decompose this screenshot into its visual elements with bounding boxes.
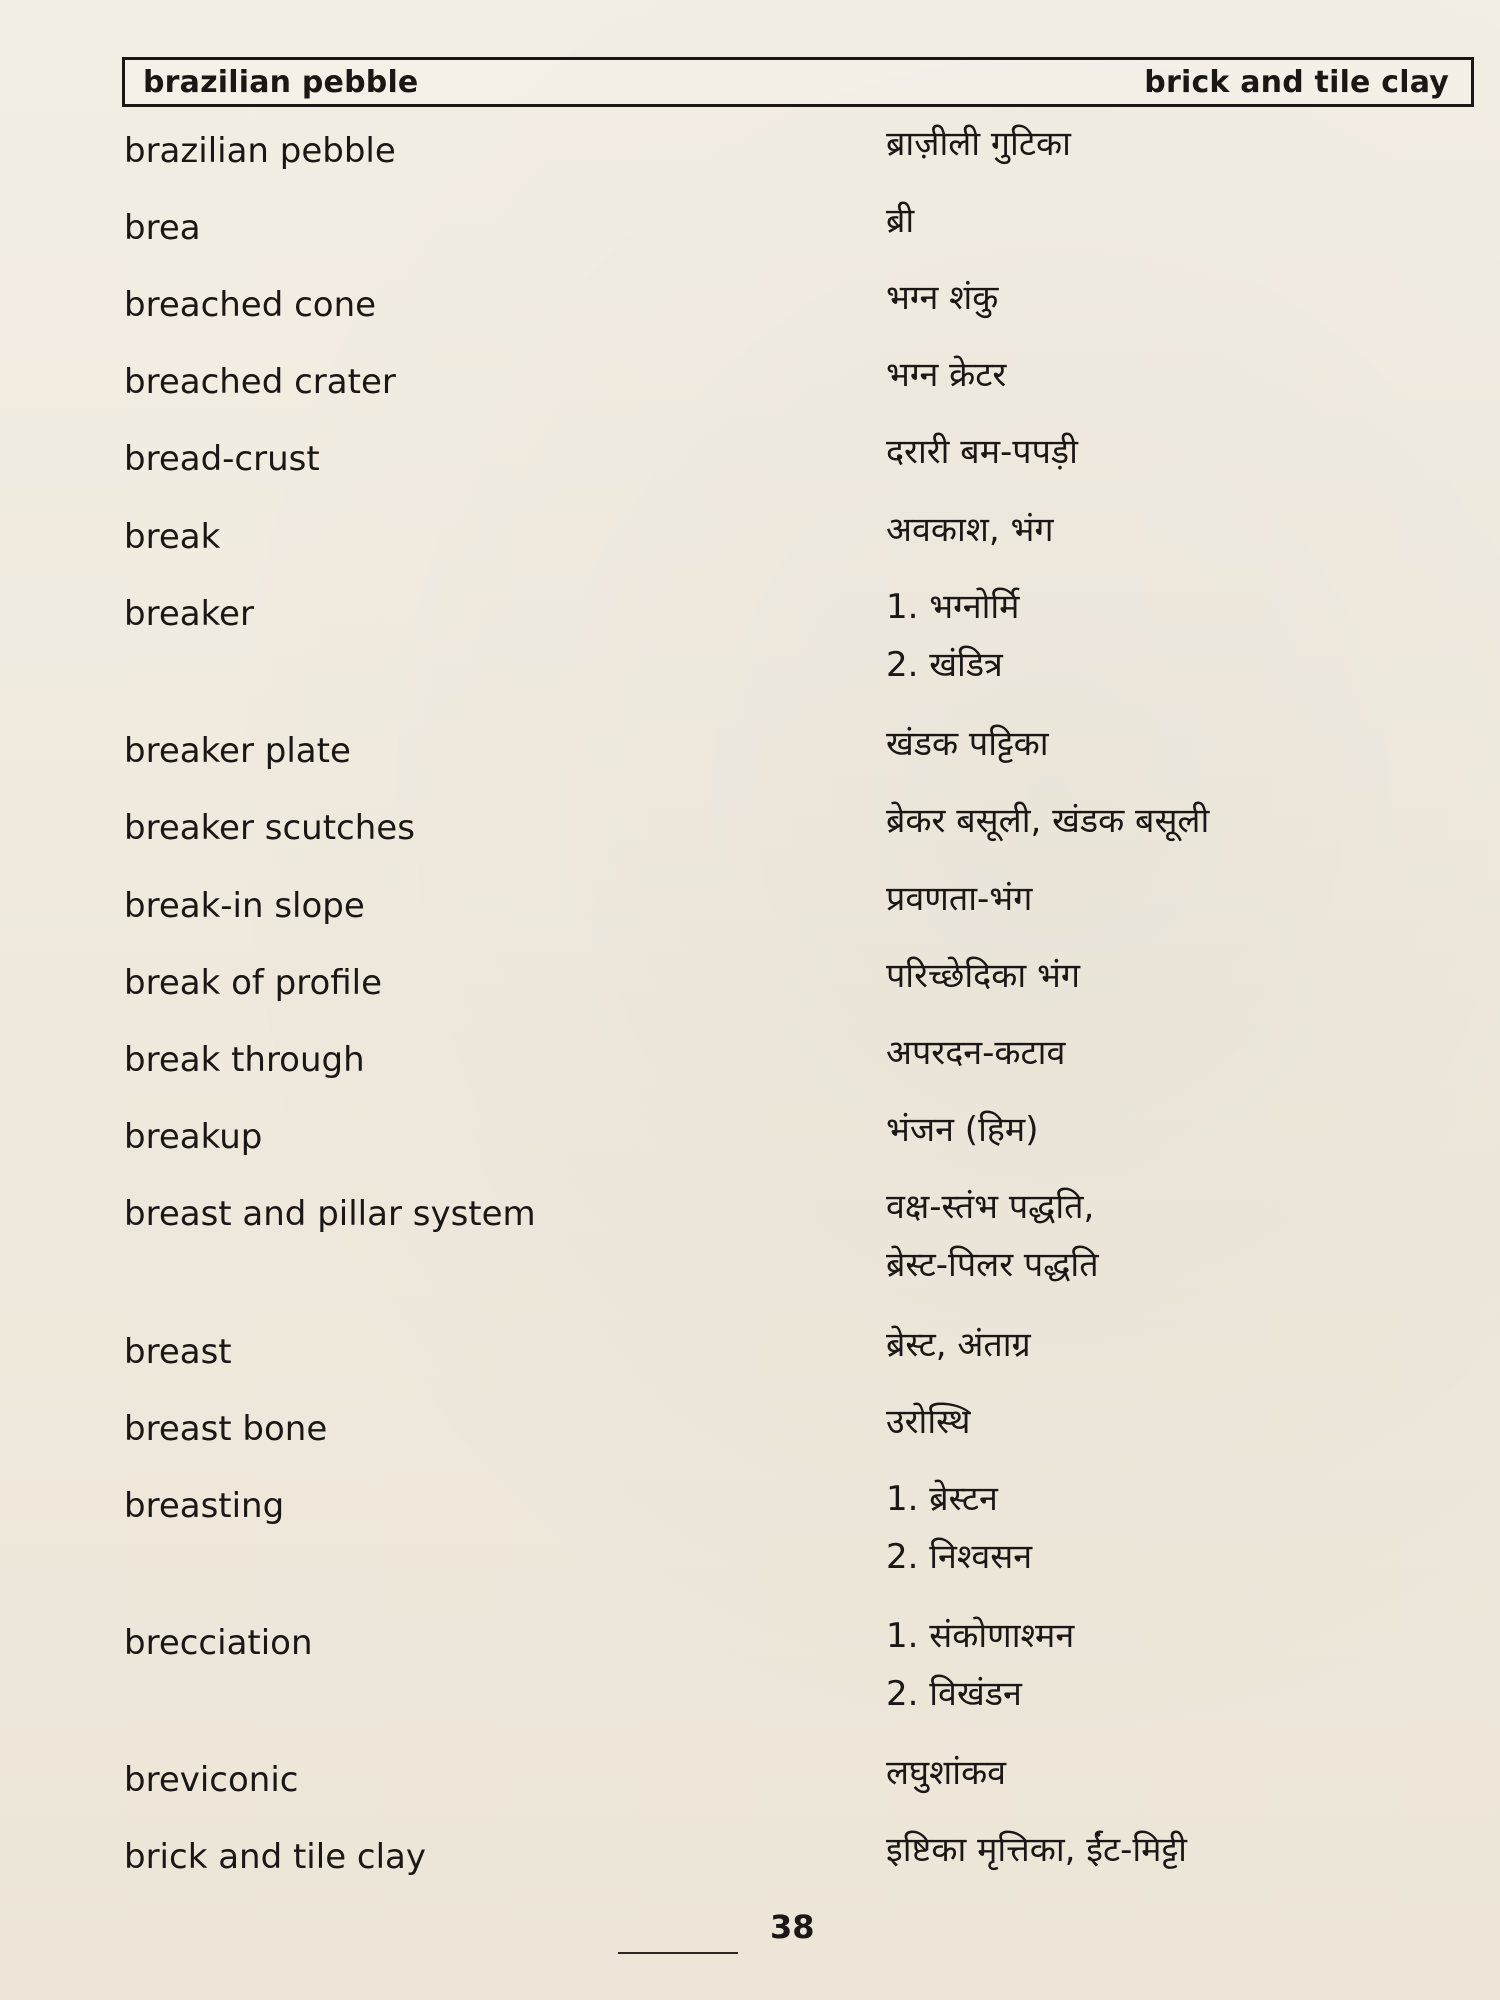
entry-translation [886,1178,1099,1294]
translation-line: उरोस्थि [886,1402,971,1442]
translation-line: ब्राज़ीली गुटिका [886,124,1071,164]
entry-translation [886,1607,1074,1723]
entry-translation [886,1024,1065,1082]
translation-line: 2. खंडित्र [886,645,1003,685]
entry-term: brea [124,208,201,248]
translation-line: इष्टिका मृत्तिका, ईंट-मिट्टी [886,1830,1187,1870]
entry-translation [886,115,1071,173]
entry-term: brazilian pebble [124,131,396,171]
translation-line: वक्ष-स्तंभ पद्धति, [886,1187,1095,1227]
footer-rule [618,1952,738,1954]
translation-line: खंडक पट्टिका [886,724,1049,764]
entry-translation [886,578,1020,694]
translation-line: ब्रेस्ट, अंताग्र [886,1325,1031,1365]
header-first-guide-word: brazilian pebble [143,64,419,100]
entry-term: breached cone [124,285,377,325]
entry-translation [886,1821,1187,1879]
entry-term: breached crater [124,362,396,402]
entry-translation [886,192,914,250]
entry-term: break [124,517,221,557]
translation-line: अवकाश, भंग [886,510,1054,550]
entry-term: breaker scutches [124,808,415,848]
entry-translation [886,1744,1006,1802]
translation-line: अपरदन-कटाव [886,1033,1066,1073]
translation-line: 1. संकोणाश्मन [886,1616,1075,1656]
translation-line: प्रवणता-भंग [886,879,1033,919]
translation-line: 1. भग्नोर्मि [886,587,1020,627]
entry-translation [886,870,1032,928]
entry-translation [886,1470,1032,1586]
translation-line: दरारी बम-पपड़ी [886,432,1078,472]
entry-translation [886,792,1209,850]
translation-line: लघुशांकव [886,1753,1007,1793]
header-last-guide-word: brick and tile clay [1144,64,1449,100]
translation-line: 2. निश्वसन [886,1537,1033,1577]
entry-translation [886,1101,1039,1159]
entry-term: breast [124,1332,232,1372]
entry-term: breaker [124,594,254,634]
entry-term: breast and pillar system [124,1194,536,1234]
entry-translation [886,1393,970,1451]
entry-translation [886,947,1080,1005]
entry-translation [886,1316,1031,1374]
entry-term: bread-crust [124,439,320,479]
page-footer [0,1908,1500,1958]
translation-line: भंजन (हिम) [886,1110,1039,1150]
translation-line: 2. विखंडन [886,1674,1022,1714]
entry-term: breakup [124,1117,263,1157]
entry-translation [886,423,1078,481]
entry-term: brick and tile clay [124,1837,427,1877]
translation-line: ब्रेकर बसूली, खंडक बसूली [886,801,1210,841]
translation-line: भग्न शंकु [886,278,999,318]
entry-translation [886,715,1049,773]
translation-line: परिच्छेदिका भंग [886,956,1080,996]
entry-term: breviconic [124,1760,299,1800]
translation-line: ब्री [886,201,915,241]
entry-term: break of profile [124,963,383,1003]
entry-term: breaker plate [124,731,351,771]
entry-translation [886,501,1054,559]
translation-line: 1. ब्रेस्टन [886,1479,998,1519]
entry-term: breast bone [124,1409,328,1449]
entry-term: breasting [124,1486,285,1526]
entry-translation [886,269,998,327]
entry-term: break-in slope [124,886,365,926]
page-number: 38 [770,1908,815,1946]
entry-translation [886,346,1006,404]
translation-line: ब्रेस्ट-पिलर पद्धति [886,1245,1099,1285]
translation-line: भग्न क्रेटर [886,355,1007,395]
entry-term: break through [124,1040,365,1080]
entry-term: brecciation [124,1623,313,1663]
